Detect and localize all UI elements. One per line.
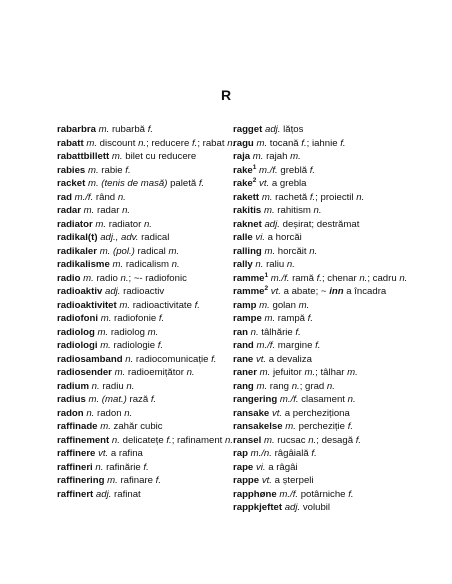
entry-definition: radioemițător — [125, 367, 187, 378]
entry-grammar: f. — [316, 272, 322, 284]
dictionary-entry — [57, 177, 238, 191]
dictionary-entry — [57, 258, 238, 272]
entry-definition: ; iahnie — [306, 137, 341, 149]
dictionary-entry — [57, 339, 238, 353]
dictionary-entry — [233, 407, 409, 421]
entry-headword: rane — [233, 353, 254, 365]
entry-gender: f. — [211, 353, 217, 365]
entry-headword: rakett — [233, 191, 260, 203]
entry-grammar: n. — [359, 272, 368, 284]
entry-definition: discount — [97, 137, 139, 149]
dictionary-entry — [233, 258, 409, 272]
entry-grammar: m. — [256, 380, 268, 392]
entry-grammar: m. (tenis de masă) — [87, 178, 168, 189]
entry-grammar: n. — [111, 434, 120, 446]
dictionary-entry — [233, 488, 409, 502]
entry-headword: radioaktiv — [57, 286, 103, 297]
entry-grammar: m. — [111, 151, 123, 162]
entry-grammar: n. — [250, 326, 259, 338]
dictionary-entry — [233, 326, 409, 340]
entry-grammar: m. — [264, 245, 276, 257]
dictionary-entry — [57, 420, 238, 434]
entry-definition: horcăit — [275, 245, 310, 257]
section-letter: R — [220, 87, 232, 103]
homonym-number: 1 — [264, 271, 269, 279]
entry-grammar: m. (pol.) — [99, 245, 135, 257]
entry-headword: radio — [57, 272, 81, 284]
entry-grammar: m./f. — [259, 164, 278, 176]
entry-gender: n. — [326, 380, 335, 392]
entry-grammar: m./n. — [250, 448, 272, 459]
entry-grammar: adj. — [284, 502, 301, 513]
entry-definition: rabie — [98, 164, 126, 176]
entry-headword: radikal(t) — [57, 232, 98, 243]
dictionary-entry — [57, 150, 238, 164]
entry-grammar: m. — [119, 299, 131, 311]
entry-headword: ramme — [233, 272, 265, 284]
entry-gender: m. — [298, 299, 310, 311]
entry-definition: rând — [93, 191, 118, 203]
entry-grammar: n. — [91, 380, 100, 392]
entry-gender: n. — [286, 259, 295, 270]
dictionary-entry — [57, 366, 238, 380]
dictionary-entry — [57, 123, 238, 137]
entry-definition: deșirat; destrămat — [279, 218, 360, 230]
entry-definition: radicalism — [123, 259, 172, 270]
dictionary-entry — [57, 326, 238, 340]
dictionary-entry — [233, 501, 409, 515]
dictionary-entry — [233, 285, 409, 299]
dictionary-entry — [57, 380, 238, 394]
entry-grammar: f. — [309, 191, 316, 203]
dictionary-entry — [57, 393, 238, 407]
entry-headword: rampe — [233, 313, 262, 324]
entry-headword: radiologi — [57, 340, 98, 351]
dictionary-entry — [57, 272, 238, 286]
entry-grammar: m. — [259, 299, 270, 311]
entry-gender: m. — [147, 326, 159, 338]
entry-definition: tâlhărie — [258, 326, 296, 338]
entry-gender: f. — [347, 421, 354, 432]
entry-gender: f. — [155, 475, 162, 486]
dictionary-entry — [57, 407, 238, 421]
entry-phrase: inn — [329, 286, 344, 297]
entry-headword: rang — [233, 380, 254, 392]
entry-headword: radioaktivitet — [57, 299, 117, 311]
dictionary-entry — [57, 204, 238, 218]
entry-headword: rally — [233, 259, 253, 270]
entry-grammar: m. — [100, 313, 112, 324]
dictionary-entry — [57, 137, 238, 151]
entry-headword: radon — [57, 407, 84, 419]
entry-definition: a abate; ~ — [280, 286, 330, 297]
entry-headword: rapphøne — [233, 488, 277, 500]
entry-headword: rand — [233, 340, 254, 351]
entry-gender: n. — [309, 245, 318, 257]
entry-grammar: n. — [291, 380, 300, 392]
entry-grammar: n. — [138, 137, 147, 149]
entry-headword: rad — [57, 191, 72, 203]
dictionary-entry — [57, 353, 238, 367]
entry-headword: rabatt — [57, 137, 84, 149]
dictionary-entry — [57, 285, 238, 299]
dictionary-entry — [233, 164, 409, 178]
entry-grammar: vt. — [261, 475, 272, 486]
entry-gender: f. — [295, 326, 301, 338]
dictionary-entry — [233, 245, 409, 259]
entry-definition: ramă — [289, 272, 317, 284]
entry-headword: rabattbillett — [57, 151, 110, 162]
dictionary-entry — [233, 339, 409, 353]
entry-headword: rappe — [233, 475, 260, 486]
entry-definition: rafinărie — [103, 461, 144, 473]
entry-grammar: m. — [112, 259, 124, 270]
entry-headword: ralle — [233, 232, 253, 243]
entry-definition: rafinat — [111, 488, 141, 500]
entry-definition: a încadra — [343, 286, 387, 297]
entry-gender: n. — [171, 259, 180, 270]
entry-definition: râgâială — [271, 448, 312, 459]
homonym-number: 2 — [252, 176, 257, 184]
entry-definition: radio — [93, 272, 121, 284]
entry-headword: ramp — [233, 299, 257, 311]
homonym-number: 1 — [252, 163, 257, 171]
entry-headword: radikalisme — [57, 259, 110, 270]
dictionary-entry — [233, 299, 409, 313]
entry-gender: n. — [313, 205, 322, 216]
dictionary-entry — [233, 393, 409, 407]
entry-gender: n. — [122, 205, 131, 216]
entry-grammar: f. — [301, 137, 307, 149]
homonym-number: 2 — [264, 284, 269, 292]
entry-gender: f. — [147, 124, 154, 135]
entry-definition: clasament — [298, 394, 348, 405]
entry-definition: rază — [126, 394, 151, 405]
entry-gender: n. — [225, 434, 234, 446]
entry-headword: raffinement — [57, 434, 110, 446]
entry-grammar: m. — [100, 340, 111, 351]
entry-grammar: vt. — [259, 178, 270, 189]
entry-headword: rakitis — [233, 205, 262, 216]
entry-gender: f. — [143, 461, 149, 473]
entry-definition: volubil — [300, 502, 331, 513]
entry-definition: jefuitor — [270, 367, 305, 378]
dictionary-entry — [233, 204, 409, 218]
entry-definition: radiu — [99, 380, 127, 392]
entry-headword: raffinering — [57, 475, 105, 486]
dictionary-entry — [57, 312, 238, 326]
entry-grammar: adj. — [265, 124, 281, 135]
entry-definition: zahăr cubic — [110, 421, 163, 432]
entry-headword: ransakelse — [233, 421, 283, 432]
entry-gender: m. — [168, 245, 180, 257]
entry-grammar: vi. — [255, 232, 266, 243]
entry-definition: a percheziționa — [282, 407, 350, 419]
entry-gender: f. — [150, 394, 157, 405]
entry-grammar: adj. — [105, 286, 121, 297]
entry-grammar: m. — [256, 137, 268, 149]
entry-gender: f. — [315, 340, 321, 351]
entry-definition: ; proiectil — [315, 191, 357, 203]
entry-definition: a șterpeli — [271, 475, 314, 486]
entry-grammar: m. — [259, 367, 271, 378]
entry-grammar: adj., adv. — [100, 232, 139, 243]
entry-definition: a râgâi — [265, 461, 298, 473]
entry-grammar: n. — [120, 272, 129, 284]
entry-definition: golan — [269, 299, 299, 311]
entry-definition: radical — [134, 245, 169, 257]
entry-headword: rabarbra — [57, 124, 96, 135]
dictionary-entry — [57, 218, 238, 232]
entry-headword: ransake — [233, 407, 270, 419]
entry-gender: f. — [307, 313, 314, 324]
entry-headword: racket — [57, 178, 86, 189]
entry-grammar: m./f. — [74, 191, 94, 203]
entry-definition: percheziție — [295, 421, 348, 432]
entry-gender: f. — [198, 178, 205, 189]
entry-headword: radiofoni — [57, 313, 99, 324]
entry-definition: a horcăi — [265, 232, 302, 243]
entry-definition: ; cadru — [367, 272, 400, 284]
entry-grammar: m. — [263, 205, 275, 216]
dictionary-entry — [233, 474, 409, 488]
entry-definition: bilet cu reducere — [122, 151, 197, 162]
entry-headword: ransel — [233, 434, 262, 446]
dictionary-entry — [57, 474, 238, 488]
entry-headword: radiosender — [57, 367, 112, 378]
entry-gender: n. — [399, 272, 408, 284]
entry-grammar: vt. — [271, 407, 283, 419]
entry-headword: radium — [57, 380, 89, 392]
dictionary-entry — [57, 434, 238, 448]
entry-definition: radar — [94, 205, 123, 216]
entry-headword: rake — [233, 164, 253, 176]
entry-grammar: m./f. — [279, 394, 299, 405]
entry-grammar: n. — [125, 353, 134, 365]
entry-gender: n. — [124, 407, 133, 419]
entry-grammar: m. — [285, 421, 296, 432]
entry-definition: ; rabat — [197, 137, 228, 149]
entry-definition: radical — [138, 232, 170, 243]
entry-definition: rang — [267, 380, 292, 392]
entry-grammar: m. — [87, 164, 99, 176]
entry-definition: rahitism — [274, 205, 314, 216]
entry-grammar: m. — [86, 137, 97, 149]
entry-headword: rappkjeftet — [233, 502, 283, 513]
entry-definition: rajah — [263, 151, 291, 162]
entry-definition: radioactiv — [120, 286, 165, 297]
entry-headword: raja — [233, 151, 251, 162]
entry-definition: margine — [275, 340, 316, 351]
dictionary-entry — [57, 299, 238, 313]
entry-gender: n. — [126, 380, 135, 392]
entry-grammar: m. — [252, 151, 264, 162]
entry-definition: delicatețe — [119, 434, 167, 446]
entry-grammar: m. — [264, 313, 276, 324]
entry-grammar: m. — [100, 421, 111, 432]
entry-definition: radiator — [106, 218, 144, 230]
right-column — [233, 123, 409, 515]
entry-definition: ; desagă — [316, 434, 356, 446]
entry-definition: paletă — [167, 178, 199, 189]
entry-gender: n. — [227, 137, 236, 149]
dictionary-entry — [57, 231, 238, 245]
entry-grammar: m. — [107, 475, 118, 486]
entry-headword: rap — [233, 448, 248, 459]
entry-definition: radiologie — [110, 340, 158, 351]
entry-grammar: adj. — [95, 488, 112, 500]
dictionary-entry — [57, 245, 238, 259]
entry-grammar: m. — [83, 205, 95, 216]
entry-definition: radioactivitate — [130, 299, 195, 311]
entry-definition: rucsac — [274, 434, 309, 446]
entry-definition: greblă — [277, 164, 310, 176]
entry-definition: rubarbă — [109, 124, 148, 135]
entry-headword: ragu — [233, 137, 254, 149]
entry-definition: raliu — [263, 259, 287, 270]
entry-headword: ralling — [233, 245, 262, 257]
entry-definition: radiofonie — [111, 313, 159, 324]
dictionary-entry — [57, 447, 238, 461]
entry-gender: n. — [356, 191, 365, 203]
entry-grammar: f. — [166, 434, 172, 446]
entry-grammar: vt. — [98, 448, 109, 459]
entry-gender: f. — [157, 340, 164, 351]
dictionary-entry — [57, 461, 238, 475]
entry-headword: raffinade — [57, 421, 98, 432]
entry-gender: n. — [143, 218, 152, 230]
entry-grammar: n. — [255, 259, 264, 270]
entry-definition: ; rafinament — [171, 434, 226, 446]
entry-headword: rangering — [233, 394, 278, 405]
entry-headword: ran — [233, 326, 248, 338]
entry-grammar: m. — [97, 326, 109, 338]
entry-grammar: m. — [261, 191, 273, 203]
entry-grammar: m. — [98, 124, 110, 135]
entry-gender: f. — [355, 434, 362, 446]
dictionary-entry — [233, 231, 409, 245]
entry-gender: f. — [309, 164, 316, 176]
entry-definition: a grebla — [269, 178, 307, 189]
dictionary-entry — [57, 488, 238, 502]
entry-gender: f. — [340, 137, 346, 149]
entry-headword: raner — [233, 367, 257, 378]
dictionary-entry — [233, 420, 409, 434]
dictionary-entry — [233, 434, 409, 448]
entry-grammar: m. (mat.) — [88, 394, 127, 405]
entry-headword: radiolog — [57, 326, 95, 338]
dictionary-entry — [233, 353, 409, 367]
dictionary-entry — [233, 177, 409, 191]
entry-gender: m. — [290, 151, 301, 162]
entry-grammar: m./f. — [279, 488, 299, 500]
entry-definition: ; ~- radiofonic — [128, 272, 187, 284]
entry-definition: a rafina — [108, 448, 143, 459]
dictionary-entry — [57, 191, 238, 205]
entry-grammar: f. — [191, 137, 198, 149]
entry-definition: a devaliza — [266, 353, 312, 365]
entry-grammar: m./f. — [256, 340, 276, 351]
entry-headword: radiosamband — [57, 353, 123, 365]
entry-gender: f. — [125, 164, 131, 176]
entry-definition: rafinare — [117, 475, 156, 486]
entry-headword: raffineri — [57, 461, 93, 473]
entry-definition: ; tâlhar — [315, 367, 348, 378]
entry-headword: radiator — [57, 218, 93, 230]
dictionary-entry — [233, 380, 409, 394]
entry-headword: raffinere — [57, 448, 96, 459]
entry-headword: raknet — [233, 218, 262, 230]
entry-definition: radiocomunicație — [133, 353, 212, 365]
dictionary-entry — [233, 312, 409, 326]
entry-grammar: vt. — [255, 353, 267, 365]
dictionary-entry — [233, 461, 409, 475]
dictionary-entry — [233, 191, 409, 205]
dictionary-entry — [233, 137, 409, 151]
entry-gender: n. — [117, 191, 126, 203]
dictionary-entry — [233, 218, 409, 232]
entry-grammar: m. — [263, 434, 275, 446]
entry-gender: m. — [347, 367, 358, 378]
entry-grammar: adj. — [264, 218, 280, 230]
entry-gender: f. — [158, 313, 165, 324]
left-column — [57, 123, 238, 501]
entry-definition: ; reducere — [146, 137, 192, 149]
entry-headword: radikaler — [57, 245, 98, 257]
entry-definition: ; chenar — [321, 272, 360, 284]
dictionary-entry — [233, 272, 409, 286]
entry-definition: radon — [94, 407, 125, 419]
entry-definition: rampă — [275, 313, 308, 324]
dictionary-entry — [233, 447, 409, 461]
entry-headword: ramme — [233, 286, 265, 297]
entry-definition: tocană — [267, 137, 302, 149]
entry-grammar: n. — [308, 434, 317, 446]
entry-definition: ; grad — [299, 380, 327, 392]
entry-headword: rabies — [57, 164, 86, 176]
entry-gender: f. — [311, 448, 317, 459]
entry-gender: n. — [186, 367, 195, 378]
entry-grammar: m. — [114, 367, 126, 378]
entry-definition: potârniche — [298, 488, 349, 500]
entry-grammar: m. — [95, 218, 107, 230]
dictionary-entry — [233, 123, 409, 137]
entry-grammar: n. — [95, 461, 104, 473]
dictionary-entry — [57, 164, 238, 178]
entry-headword: ragget — [233, 124, 263, 135]
entry-grammar: n. — [86, 407, 95, 419]
entry-headword: radar — [57, 205, 81, 216]
entry-gender: n. — [347, 394, 356, 405]
entry-grammar: m. — [304, 367, 316, 378]
entry-gender: f. — [194, 299, 200, 311]
entry-definition: lățos — [280, 124, 304, 135]
entry-headword: radius — [57, 394, 86, 405]
entry-headword: rape — [233, 461, 254, 473]
entry-grammar: vt. — [270, 286, 281, 297]
dictionary-entry — [233, 366, 409, 380]
entry-grammar: vi. — [255, 461, 266, 473]
dictionary-entry — [233, 150, 409, 164]
entry-gender: f. — [348, 488, 354, 500]
entry-headword: raffinert — [57, 488, 94, 500]
entry-definition: radiolog — [108, 326, 148, 338]
entry-grammar: m./f. — [270, 272, 290, 284]
entry-grammar: m. — [83, 272, 94, 284]
entry-definition: rachetă — [272, 191, 310, 203]
entry-headword: rake — [233, 178, 253, 189]
